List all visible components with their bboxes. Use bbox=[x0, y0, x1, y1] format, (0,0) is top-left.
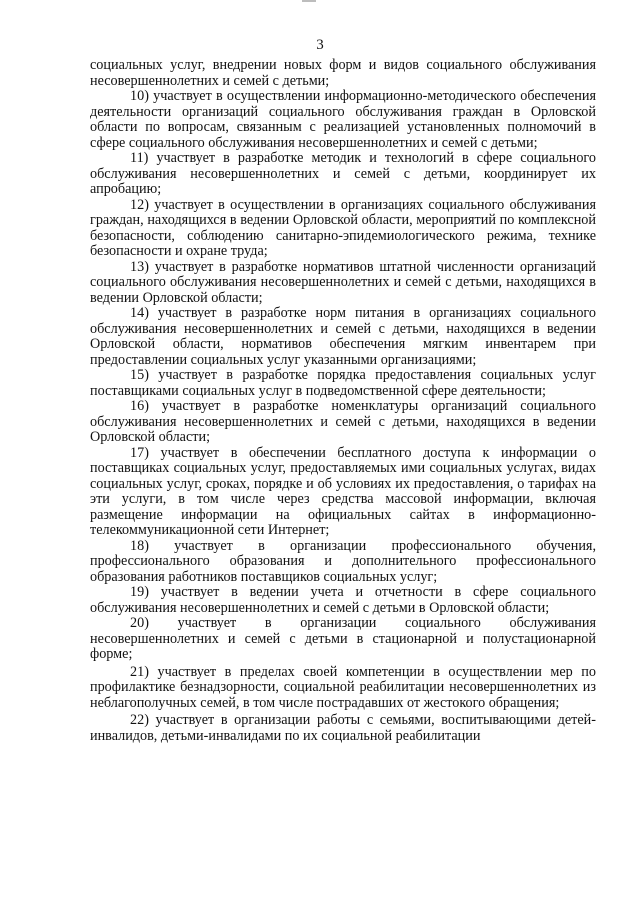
paragraph-item-16: 16) участвует в разработке номенклатуры организаций социального обслуживания несовершеннолетних и семей с детьми, находящихся в ведении Орловской области; bbox=[90, 398, 596, 445]
paragraph-item-19: 19) участвует в ведении учета и отчетности в сфере социального обслуживания несовершеннолетних и семей с детьми в Орловской области; bbox=[90, 584, 596, 616]
paragraph-item-15: 15) участвует в разработке порядка предоставления социальных услуг поставщиками социальных услуг в подведомственной сфере деятельности; bbox=[90, 367, 596, 399]
paragraph-item-20: 20) участвует в организации социального обслуживания несовершеннолетних и семей с детьми в стационарной и полустационарной форме; bbox=[90, 615, 596, 662]
paragraph-item-11: 11) участвует в разработке методик и технологий в сфере социального обслуживания несовершеннолетних и семей с детьми, координирует их апробацию; bbox=[90, 150, 596, 197]
paragraph-item-17: 17) участвует в обеспечении бесплатного доступа к информации о поставщиках социальных услуг, предоставляемых ими социальных услугах, видах социальных услуг, сроках, порядке и об условиях их предоставления, о тарифах на эти услуги, в том числе через средства массовой информации, включая размещение информации на официальных сайтах в информационно-телекоммуникационной сети Интернет; bbox=[90, 444, 596, 538]
paragraph-continuation: социальных услуг, внедрении новых форм и видов социального обслуживания несовершеннолетних и семей с детьми; bbox=[90, 57, 596, 89]
paragraph-item-12: 12) участвует в осуществлении в организациях социального обслуживания граждан, находящихся в ведении Орловской области, мероприятий по комплексной безопасности, соблюдению санитарно-эпидемиологического режима, технике безопасности и охране труда; bbox=[90, 196, 596, 259]
paragraph-item-14: 14) участвует в разработке норм питания в организациях социального обслуживания несовершеннолетних и семей с детьми, находящихся в ведении Орловской области, нормативов обеспечения мягким инвентарем при предоставлении социальных услуг указанными организациями; bbox=[90, 305, 596, 368]
paragraph-item-22: 22) участвует в организации работы с семьями, воспитывающими детей-инвалидов, детьми-инвалидами по их социальной реабилитации bbox=[90, 712, 596, 744]
paragraph-item-21: 21) участвует в пределах своей компетенции в осуществлении мер по профилактике безнадзорности, социальной реабилитации несовершеннолетних из неблагополучных семей, в том числе пострадавших от жестокого обращения; bbox=[90, 663, 596, 711]
paragraph-item-18: 18) участвует в организации профессионального обучения, профессионального образования и дополнительного профессионального образования работников поставщиков социальных услуг; bbox=[90, 537, 596, 585]
document-body bbox=[90, 58, 596, 744]
scan-mark bbox=[302, 0, 316, 2]
page-number: 3 bbox=[316, 37, 324, 53]
paragraph-item-13: 13) участвует в разработке нормативов штатной численности организаций социального обслуживания несовершеннолетних и семей с детьми, находящихся в ведении Орловской области; bbox=[90, 258, 596, 306]
paragraph-item-10: 10) участвует в осуществлении информационно-методического обеспечения деятельности организаций социального обслуживания граждан в Орловской области по вопросам, связанным с реализацией установленных полномочий в сфере социального обслуживания несовершеннолетних и семей с детьми; bbox=[90, 88, 596, 151]
